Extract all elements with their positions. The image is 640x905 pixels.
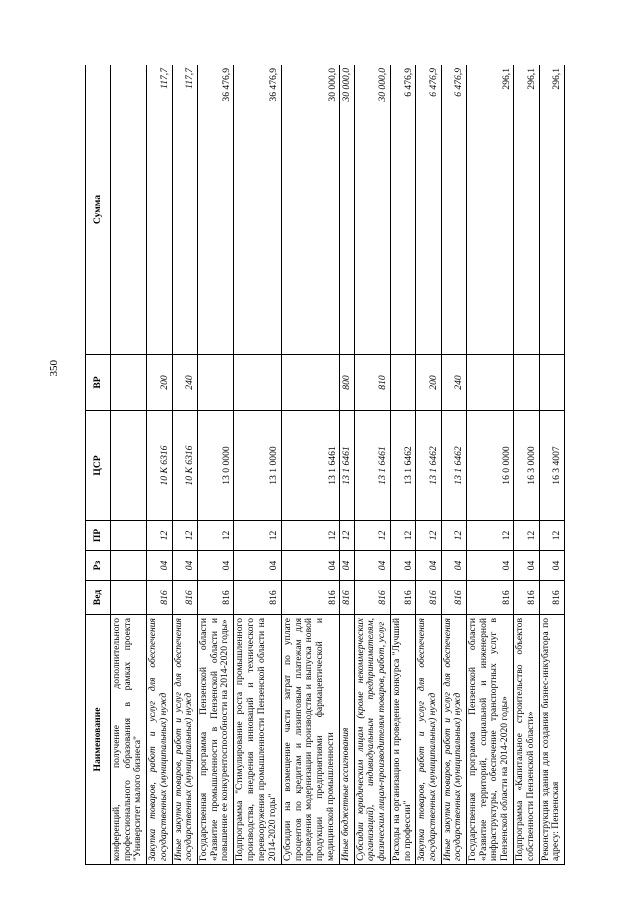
table-row	[466, 65, 513, 865]
cell-vr	[111, 355, 147, 411]
table-row	[111, 65, 147, 865]
cell-csr: 16 3 0000	[514, 411, 539, 521]
cell-vr: 810	[354, 355, 390, 411]
cell-csr: 13 1 0000	[234, 411, 281, 521]
cell-vr	[197, 355, 233, 411]
cell-ved: 816	[197, 581, 233, 615]
cell-rz: 04	[147, 551, 172, 581]
cell-sum: 296,1	[514, 65, 539, 355]
cell-ved: 816	[539, 581, 564, 615]
cell-vr: 200	[416, 355, 441, 411]
table-row	[172, 65, 197, 865]
cell-rz: 04	[466, 551, 513, 581]
cell-csr: 13 1 6461	[281, 411, 340, 521]
table-row	[234, 65, 281, 865]
table-row	[147, 65, 172, 865]
cell-vr	[234, 355, 281, 411]
cell-name: Иные закупки товаров, работ и услуг для обеспечения государственных (муниципальных) нужд	[441, 615, 466, 865]
table-viewport	[85, 65, 565, 865]
cell-sum: 6 476,9	[441, 65, 466, 355]
cell-pr: 12	[172, 521, 197, 551]
cell-rz: 04	[172, 551, 197, 581]
header-name: Наименование	[86, 615, 111, 865]
cell-sum: 30 000,0	[340, 65, 354, 355]
cell-name: Государственная программа Пензенской области «Развитие промышленности в Пензенской области и повышение ее конкурентоспособности на 2014-2020 годы»	[197, 615, 233, 865]
cell-sum: 36 476,9	[197, 65, 233, 355]
table-row	[354, 65, 390, 865]
table-row	[390, 65, 415, 865]
cell-sum: 117,7	[172, 65, 197, 355]
cell-name: Субсидии на возмещение части затрат по уплате процентов по кредитам и лизинговым платежам для проведения модернизации производства и выпуска новой продукции предприятиями фармацевтической и медицинской промышленности	[281, 615, 340, 865]
table-row	[281, 65, 340, 865]
cell-rz: 04	[390, 551, 415, 581]
cell-ved: 816	[147, 581, 172, 615]
cell-ved: 816	[390, 581, 415, 615]
cell-ved: 816	[466, 581, 513, 615]
cell-ved: 816	[416, 581, 441, 615]
cell-csr: 13 1 6462	[390, 411, 415, 521]
cell-rz: 04	[281, 551, 340, 581]
page-number: 350	[48, 360, 60, 377]
cell-csr: 13 1 6461	[340, 411, 354, 521]
cell-pr: 12	[354, 521, 390, 551]
cell-sum: 117,7	[147, 65, 172, 355]
header-sum: Сумма	[86, 65, 111, 355]
header-ved: Вед	[86, 581, 111, 615]
cell-name: Расходы на организацию и проведение конкурса "Лучший по профессии"	[390, 615, 415, 865]
cell-ved: 816	[234, 581, 281, 615]
cell-rz: 04	[539, 551, 564, 581]
cell-ved: 816	[172, 581, 197, 615]
cell-ved: 816	[441, 581, 466, 615]
header-csr: ЦСР	[86, 411, 111, 521]
cell-vr: 200	[147, 355, 172, 411]
cell-csr: 13 1 6462	[416, 411, 441, 521]
cell-pr	[111, 521, 147, 551]
cell-csr: 13 1 6461	[354, 411, 390, 521]
cell-name: Иные закупки товаров, работ и услуг для обеспечения государственных (муниципальных) нужд	[172, 615, 197, 865]
cell-name: конференций, получение дополнительного профессионального образования в рамках проекта "Университет малого бизнеса"	[111, 615, 147, 865]
cell-pr: 12	[147, 521, 172, 551]
cell-name: Субсидии юридическим лицам (кроме некоммерческих организаций), индивидуальным предпринимателям, физическим лицам-производителям товаров, работ, услуг	[354, 615, 390, 865]
budget-table	[85, 65, 565, 865]
cell-vr	[539, 355, 564, 411]
cell-sum: 36 476,9	[234, 65, 281, 355]
table-body	[111, 65, 565, 865]
cell-rz: 04	[340, 551, 354, 581]
cell-rz: 04	[514, 551, 539, 581]
cell-ved: 816	[281, 581, 340, 615]
header-vr: ВР	[86, 355, 111, 411]
rotated-table-container	[85, 65, 565, 865]
cell-ved: 816	[340, 581, 354, 615]
header-rz: Рз	[86, 551, 111, 581]
cell-sum: 30 000,0	[354, 65, 390, 355]
cell-pr: 12	[416, 521, 441, 551]
cell-rz: 04	[234, 551, 281, 581]
cell-vr: 240	[172, 355, 197, 411]
cell-csr: 16 0 0000	[466, 411, 513, 521]
cell-vr	[390, 355, 415, 411]
cell-rz: 04	[441, 551, 466, 581]
cell-vr	[466, 355, 513, 411]
cell-pr: 12	[234, 521, 281, 551]
table-row	[197, 65, 233, 865]
cell-name: Подпрограмма «Капитальное строительство объектов собственности Пензенской области»	[514, 615, 539, 865]
cell-name: Иные бюджетные ассигнования	[340, 615, 354, 865]
cell-pr: 12	[466, 521, 513, 551]
cell-vr: 800	[340, 355, 354, 411]
cell-sum	[111, 65, 147, 355]
cell-pr: 12	[340, 521, 354, 551]
cell-sum: 296,1	[466, 65, 513, 355]
cell-vr: 240	[441, 355, 466, 411]
cell-sum: 296,1	[539, 65, 564, 355]
cell-ved	[111, 581, 147, 615]
cell-pr: 12	[281, 521, 340, 551]
cell-pr: 12	[390, 521, 415, 551]
cell-pr: 12	[514, 521, 539, 551]
cell-pr: 12	[441, 521, 466, 551]
table-row	[340, 65, 354, 865]
cell-ved: 816	[354, 581, 390, 615]
cell-name: Закупка товаров, работ и услуг для обеспечения государственных (муниципальных) нужд	[416, 615, 441, 865]
cell-csr: 10 К 6316	[147, 411, 172, 521]
table-row	[514, 65, 539, 865]
cell-rz: 04	[354, 551, 390, 581]
header-pr: ПР	[86, 521, 111, 551]
cell-vr	[514, 355, 539, 411]
table-row	[441, 65, 466, 865]
cell-sum: 30 000,0	[281, 65, 340, 355]
header-row	[86, 65, 111, 865]
cell-vr	[281, 355, 340, 411]
cell-ved: 816	[514, 581, 539, 615]
cell-rz: 04	[416, 551, 441, 581]
cell-sum: 6 476,9	[416, 65, 441, 355]
table-row	[416, 65, 441, 865]
cell-name: Государственная программа Пензенской области «Развитие территорий, социальной и инженерной инфраструктуры, обеспечение транспортных услуг в Пензенской области на 2014-2020 годы»	[466, 615, 513, 865]
cell-pr: 12	[197, 521, 233, 551]
cell-sum: 6 476,9	[390, 65, 415, 355]
cell-name: Реконструкция здания для создания бизнес-инкубатора по адресу: Пензенская	[539, 615, 564, 865]
cell-csr	[111, 411, 147, 521]
cell-name: Закупка товаров, работ и услуг для обеспечения государственных (муниципальных) нужд	[147, 615, 172, 865]
cell-pr: 12	[539, 521, 564, 551]
table-row	[539, 65, 564, 865]
cell-csr: 16 3 4007	[539, 411, 564, 521]
table-header	[86, 65, 111, 865]
cell-csr: 10 К 6316	[172, 411, 197, 521]
cell-rz	[111, 551, 147, 581]
cell-rz: 04	[197, 551, 233, 581]
cell-name: Подпрограмма "Стимулирование роста промышленного производства, внедрения инноваций и технического перевооружения промышленности Пензенской области на 2014-2020 годы"	[234, 615, 281, 865]
cell-csr: 13 1 6462	[441, 411, 466, 521]
cell-csr: 13 0 0000	[197, 411, 233, 521]
